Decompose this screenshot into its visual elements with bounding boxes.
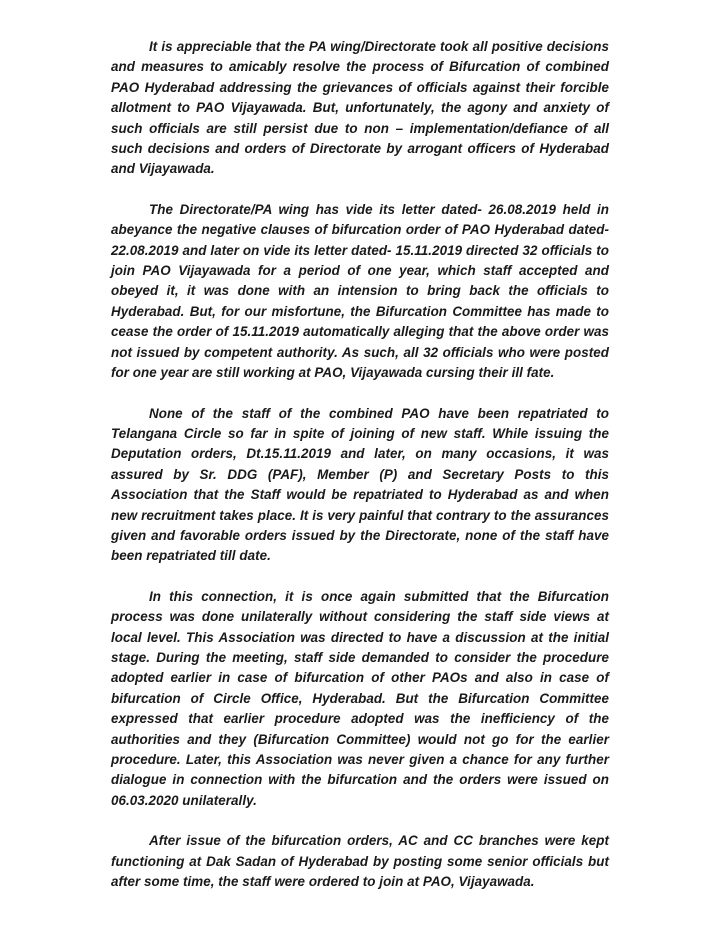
paragraph-bifurcation-process: In this connection, it is once again submitted that the Bifurcation process was done unilaterally without considering the staff side views at local level. This Association was directed to have a discussion at the initial stage. During the meeting, staff side demanded to consider the procedure adopted earlier in case of bifurcation of other PAOs and also in case of bifurcation of Circle Office, Hyderabad. But the Bifurcation Committee expressed that earlier procedure adopted was the inefficiency of the authorities and they (Bifurcation Committee) would not go for the earlier procedure. Later, this Association was never given a chance for any further dialogue in connection with the bifurcation and the orders were issued on 06.03.2020 unilaterally. (111, 588, 609, 808)
paragraph-after-bifurcation-orders: After issue of the bifurcation orders, AC and CC branches were kept functioning at Dak Sadan of Hyderabad by posting some senior officials but after some time, the staff were ordered to join at PAO, Vijayawada. (111, 833, 609, 890)
paragraph-repatriation: None of the staff of the combined PAO have been repatriated to Telangana Circle so far in spite of joining of new staff. While issuing the Deputation orders, Dt.15.11.2019 and later, on many occasions, it was assured by Sr. DDG (PAF), Member (P) and Secretary Posts to this Association that the Staff would be repatriated to Hyderabad as and when new recruitment takes place. It is very painful that contrary to the assurances given and favorable orders issued by the Directorate, none of the staff have been repatriated till date. (111, 405, 609, 564)
document-body (111, 37, 609, 912)
paragraph-directorate-letter: The Directorate/PA wing has vide its letter dated- 26.08.2019 held in abeyance the negative clauses of bifurcation order of PAO Hyderabad dated- 22.08.2019 and later on vide its letter dated- 15.11.2019 directed 32 officials to join PAO Vijayawada for a period of one year, which staff accepted and obeyed it, it was done with an intension to bring back the officials to Hyderabad. But, for our misfortune, the Bifurcation Committee has made to cease the order of 15.11.2019 automatically alleging that the above order was not issued by competent authority. As such, all 32 officials who were posted for one year are still working at PAO, Vijayawada cursing their ill fate. (111, 201, 609, 381)
paragraph-pa-wing-decisions: It is appreciable that the PA wing/Directorate took all positive decisions and measures to amicably resolve the process of Bifurcation of combined PAO Hyderabad addressing the grievances of officials against their forcible allotment to PAO Vijayawada. But, unfortunately, the agony and anxiety of such officials are still persist due to non – implementation/defiance of all such decisions and orders of Directorate by arrogant officers of Hyderabad and Vijayawada. (111, 39, 609, 177)
